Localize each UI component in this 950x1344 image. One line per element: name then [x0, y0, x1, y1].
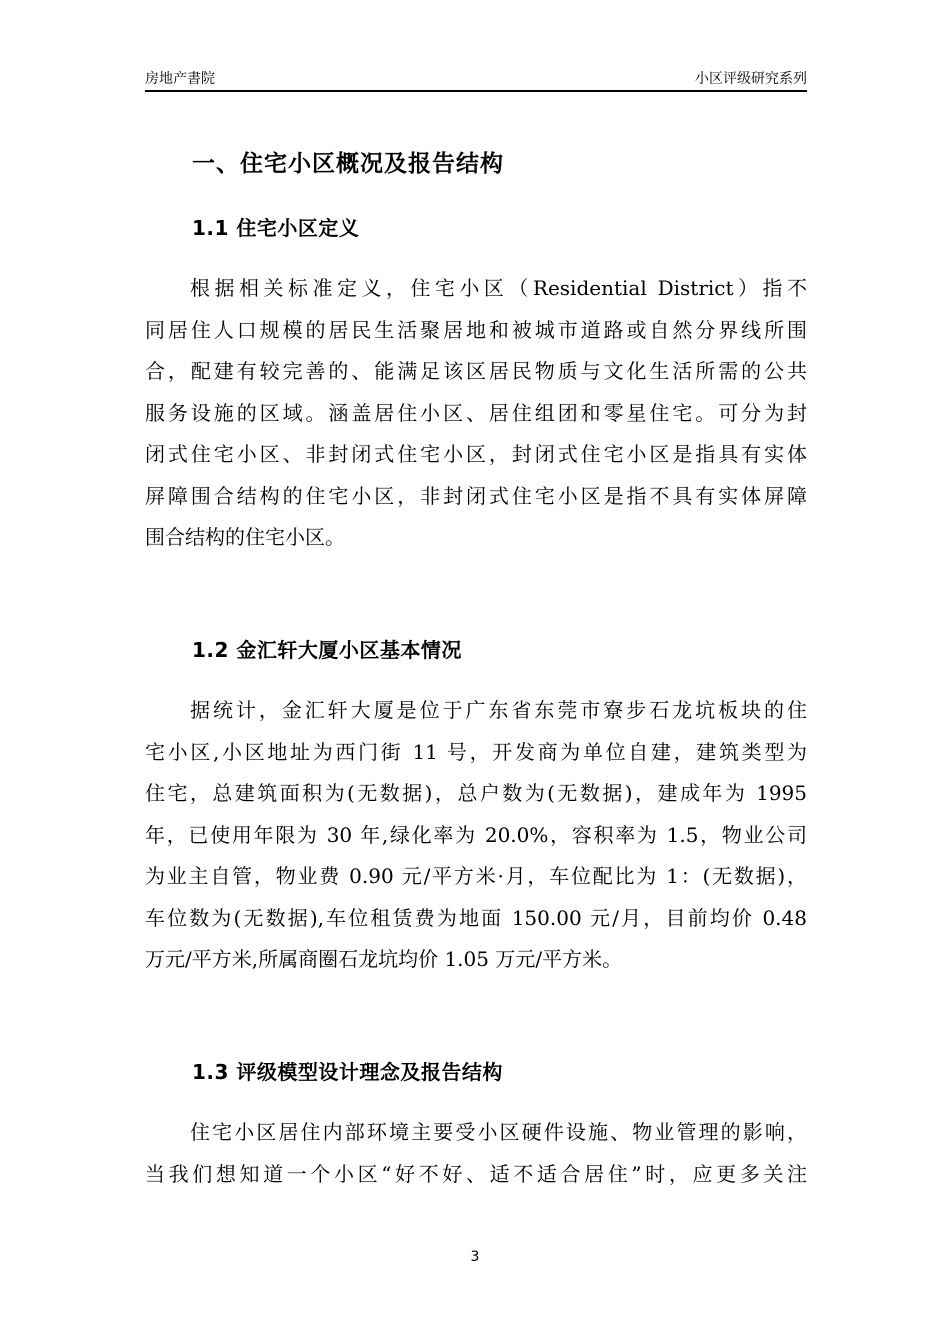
text-line: 万元/平方米,所属商圈石龙坑均价 1.05 万元/平方米。 — [145, 947, 623, 971]
section-title-1-3: 1.3 评级模型设计理念及报告结构 — [192, 1060, 503, 1084]
text-line: 车位数为(无数据),车位租赁费为地面 150.00 元/月，目前均价 0.48 — [145, 905, 807, 930]
text-line: 住宅小区居住内部环境主要受小区硬件设施、物业管理的影响， — [190, 1120, 807, 1144]
section-1-1-paragraph — [145, 268, 807, 559]
text-line: 当我们想知道一个小区“好不好、适不适合居住”时，应更多关注 — [145, 1161, 807, 1186]
page-header — [145, 66, 807, 92]
section-1-3-paragraph — [145, 1112, 807, 1195]
header-series: 小区评级研究系列 — [695, 71, 807, 87]
text-line: 闭式住宅小区、非封闭式住宅小区，封闭式住宅小区是指具有实体 — [145, 442, 807, 466]
text-line: 同居住人口规模的居民生活聚居地和被城市道路或自然分界线所围 — [145, 317, 807, 342]
chapter-title: 一、住宅小区概况及报告结构 — [192, 151, 504, 177]
section-1-2-paragraph — [145, 690, 807, 981]
text-line: 服务设施的区域。涵盖居住小区、居住组团和零星住宅。可分为封 — [145, 400, 807, 425]
text-line: 为业主自管，物业费 0.90 元/平方米·月，车位配比为 1：(无数据)， — [145, 864, 807, 888]
text-line: 根据相关标准定义，住宅小区（Residential District）指不 — [190, 276, 807, 300]
text-line: 围合结构的住宅小区。 — [145, 525, 345, 549]
page-number: 3 — [470, 1249, 480, 1265]
section-title-1-2: 1.2 金汇轩大厦小区基本情况 — [192, 638, 462, 662]
text-line: 宅小区,小区地址为西门街 11 号，开发商为单位自建，建筑类型为 — [145, 739, 807, 764]
text-line: 据统计，金汇轩大厦是位于广东省东莞市寮步石龙坑板块的住 — [190, 698, 807, 722]
text-line: 屏障围合结构的住宅小区，非封闭式住宅小区是指不具有实体屏障 — [145, 483, 807, 508]
header-publisher: 房地产書院 — [145, 71, 215, 87]
text-line: 住宅，总建筑面积为(无数据)，总户数为(无数据)，建成年为 1995 — [145, 781, 807, 805]
text-line: 合，配建有较完善的、能满足该区居民物质与文化生活所需的公共 — [145, 359, 807, 383]
text-line: 年，已使用年限为 30 年,绿化率为 20.0%，容积率为 1.5，物业公司 — [145, 822, 807, 847]
section-title-1-1: 1.1 住宅小区定义 — [192, 216, 360, 240]
